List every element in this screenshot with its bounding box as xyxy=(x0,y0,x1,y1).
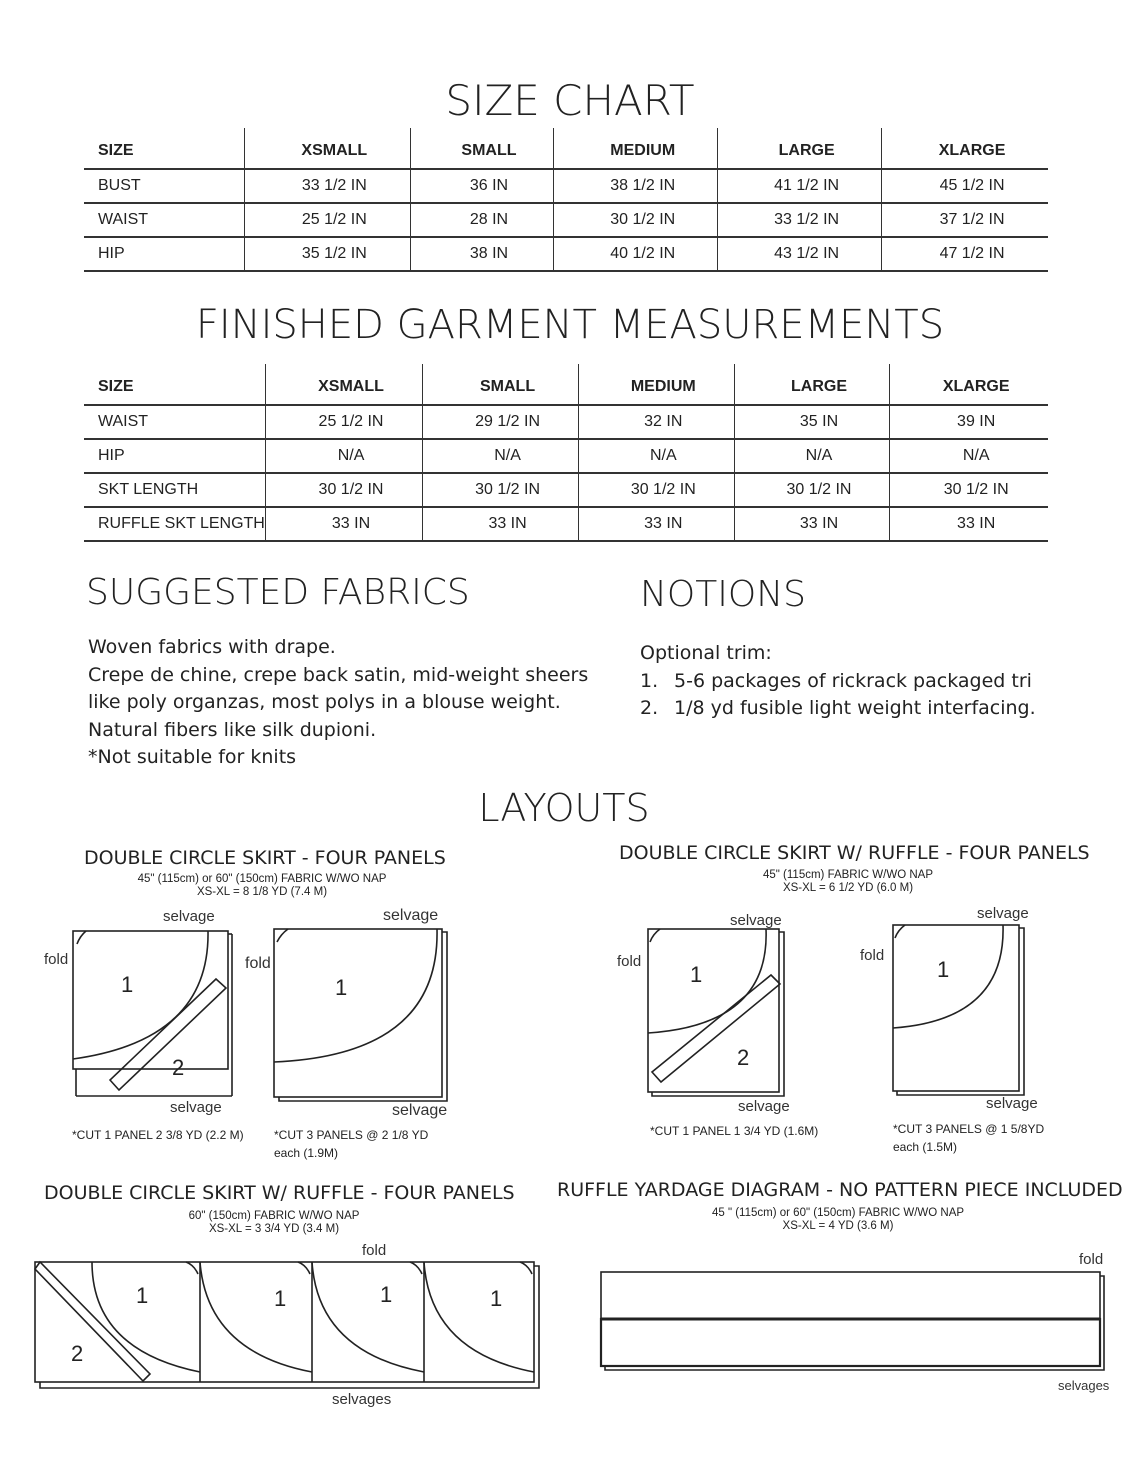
table-cell: SKT LENGTH xyxy=(84,473,265,507)
table-cell: HIP xyxy=(84,237,245,271)
layout-b-selvage-label: selvage xyxy=(730,912,782,929)
layout-a-piece-number: 1 xyxy=(121,972,134,997)
table-cell: 33 IN xyxy=(265,507,422,541)
layout-b-title: DOUBLE CIRCLE SKIRT W/ RUFFLE - FOUR PANELS xyxy=(619,842,1090,864)
table-cell: 35 1/2 IN xyxy=(245,237,411,271)
layout-a-cut-note xyxy=(274,1126,428,1162)
layout-a-fold-label: fold xyxy=(44,951,69,968)
layout-b-panel-1 xyxy=(648,929,784,1096)
layout-b-cut-note-line: each (1.5M) xyxy=(893,1140,958,1154)
header-cell: MEDIUM xyxy=(554,128,718,169)
layout-b-piece-number: 2 xyxy=(737,1045,750,1070)
layout-a-cut-note-line: *CUT 3 PANELS @ 2 1/8 YD xyxy=(274,1128,429,1142)
table-cell: N/A xyxy=(578,439,734,473)
table-cell: 33 IN xyxy=(734,507,890,541)
layout-a-cut-note-line: each (1.9M) xyxy=(274,1146,339,1160)
fabrics-line: like poly organzas, most polys in a blouse weight. xyxy=(88,691,561,713)
table-cell: 45 1/2 IN xyxy=(882,169,1048,203)
layout-b-piece-number: 1 xyxy=(690,962,703,987)
table-cell: N/A xyxy=(265,439,422,473)
table-cell: 30 1/2 IN xyxy=(554,203,718,237)
table-cell: 28 IN xyxy=(410,203,554,237)
table-cell: 25 1/2 IN xyxy=(265,405,422,439)
table-cell: 36 IN xyxy=(410,169,554,203)
layout-d-title: RUFFLE YARDAGE DIAGRAM - NO PATTERN PIECE INCLUDED xyxy=(557,1179,1123,1201)
header-cell: XLARGE xyxy=(882,128,1048,169)
layout-a-selvage-label: selvage xyxy=(163,908,215,925)
table-cell: N/A xyxy=(890,439,1048,473)
header-cell: XLARGE xyxy=(890,364,1048,405)
layout-d-selvages-label: selvages xyxy=(1058,1378,1110,1393)
layout-c-piece-number: 1 xyxy=(380,1282,393,1307)
table-cell: RUFFLE SKT LENGTH xyxy=(84,507,265,541)
table-cell: N/A xyxy=(734,439,890,473)
table-cell: WAIST xyxy=(84,203,245,237)
layout-a-piece-number: 2 xyxy=(172,1055,185,1080)
header-cell: LARGE xyxy=(734,364,890,405)
layout-c-title: DOUBLE CIRCLE SKIRT W/ RUFFLE - FOUR PANELS xyxy=(44,1182,515,1204)
table-cell: 30 1/2 IN xyxy=(423,473,579,507)
layout-b-fold-label: fold xyxy=(617,953,642,970)
table-cell: HIP xyxy=(84,439,265,473)
table-cell: 30 1/2 IN xyxy=(734,473,890,507)
fabrics-title: SUGGESTED FABRICS xyxy=(86,572,470,613)
table-cell: 29 1/2 IN xyxy=(423,405,579,439)
header-cell: XSMALL xyxy=(265,364,422,405)
layout-d-ruffle-strips xyxy=(601,1272,1104,1370)
layout-b-selvage-label: selvage xyxy=(977,905,1029,922)
layout-a-fold-label: fold xyxy=(245,955,271,972)
layout-d-fold-label: fold xyxy=(1079,1251,1104,1268)
fabrics-line: *Not suitable for knits xyxy=(88,746,297,768)
header-cell: SIZE xyxy=(84,364,265,405)
layout-b-panel-2 xyxy=(893,925,1024,1095)
table-cell: 43 1/2 IN xyxy=(718,237,882,271)
notions-title: NOTIONS xyxy=(640,574,806,615)
table-cell: 30 1/2 IN xyxy=(890,473,1048,507)
table-cell: 35 IN xyxy=(734,405,890,439)
header-cell: SMALL xyxy=(423,364,579,405)
table-cell: 40 1/2 IN xyxy=(554,237,718,271)
layouts-title: LAYOUTS xyxy=(478,786,650,830)
layout-c-piece-number: 2 xyxy=(71,1341,84,1366)
layout-c-fabric: 60" (150cm) FABRIC W/WO NAP xyxy=(188,1210,360,1222)
layout-a-selvage-label: selvage xyxy=(170,1099,222,1116)
notions-intro: Optional trim: xyxy=(640,642,772,664)
header-cell: SMALL xyxy=(410,128,554,169)
table-cell: BUST xyxy=(84,169,245,203)
layout-b-piece-number: 1 xyxy=(937,957,950,982)
header-cell: LARGE xyxy=(718,128,882,169)
table-cell: 47 1/2 IN xyxy=(882,237,1048,271)
header-cell: SIZE xyxy=(84,128,245,169)
table-cell: 37 1/2 IN xyxy=(882,203,1048,237)
layout-b-cut-note xyxy=(893,1120,1044,1156)
table-cell: 33 1/2 IN xyxy=(718,203,882,237)
table-cell: 33 1/2 IN xyxy=(245,169,411,203)
table-cell: WAIST xyxy=(84,405,265,439)
fabrics-line: Natural fibers like silk dupioni. xyxy=(88,718,377,741)
table-cell: 39 IN xyxy=(890,405,1048,439)
layout-b-selvage-label: selvage xyxy=(738,1098,790,1115)
layout-c-fold-label: fold xyxy=(362,1242,387,1259)
table-cell: 32 IN xyxy=(578,405,734,439)
table-cell: 33 IN xyxy=(890,507,1048,541)
layout-d-fabric: 45 " (115cm) or 60" (150cm) FABRIC W/WO NAP xyxy=(711,1207,965,1219)
table-cell: 33 IN xyxy=(578,507,734,541)
table-cell: 38 IN xyxy=(410,237,554,271)
fabrics-line: Crepe de chine, crepe back satin, mid-weight sheers xyxy=(88,663,589,686)
table-cell: 33 IN xyxy=(423,507,579,541)
layout-a-selvage-label: selvage xyxy=(392,1102,448,1119)
fabrics-line: Woven fabrics with drape. xyxy=(88,636,336,658)
layout-c-piece-number: 1 xyxy=(136,1283,149,1308)
notions-item-text: 1/8 yd fusible light weight interfacing. xyxy=(674,697,1036,719)
layout-a-piece-number: 1 xyxy=(335,975,348,1000)
table-cell: 25 1/2 IN xyxy=(245,203,411,237)
layout-b-yardage: XS-XL = 6 1/2 YD (6.0 M) xyxy=(782,882,914,894)
layout-b-fabric: 45" (115cm) FABRIC W/WO NAP xyxy=(762,869,933,881)
table-cell: 41 1/2 IN xyxy=(718,169,882,203)
layout-a-panel-2 xyxy=(274,929,447,1101)
layout-b-selvage-label: selvage xyxy=(986,1095,1038,1112)
header-cell: XSMALL xyxy=(245,128,411,169)
table-cell: 30 1/2 IN xyxy=(578,473,734,507)
finished-measurements-title: FINISHED GARMENT MEASUREMENTS xyxy=(195,302,945,348)
layout-a-fabric: 45" (115cm) or 60" (150cm) FABRIC W/WO NAP xyxy=(137,873,387,885)
notions-item-number: 2. xyxy=(640,697,659,719)
layout-b-fold-label: fold xyxy=(860,947,885,964)
layout-a-yardage: XS-XL = 8 1/8 YD (7.4 M) xyxy=(196,886,328,898)
notions-item-number: 1. xyxy=(640,669,659,692)
layout-a-title: DOUBLE CIRCLE SKIRT - FOUR PANELS xyxy=(84,847,446,869)
table-cell: 30 1/2 IN xyxy=(265,473,422,507)
layout-c-piece-number: 1 xyxy=(274,1286,287,1311)
layout-c-piece-number: 1 xyxy=(490,1286,503,1311)
layout-c-yardage: XS-XL = 3 3/4 YD (3.4 M) xyxy=(208,1223,340,1235)
layout-a-selvage-label: selvage xyxy=(383,907,439,924)
layout-c-selvages-label: selvages xyxy=(332,1391,392,1408)
layout-c-panels xyxy=(35,1262,539,1388)
layout-a-panel-1 xyxy=(73,931,232,1096)
notions-item-text: 5-6 packages of rickrack packaged tri xyxy=(674,669,1032,692)
layout-b-cut-note: *CUT 1 PANEL 1 3/4 YD (1.6M) xyxy=(650,1124,819,1138)
table-cell: 38 1/2 IN xyxy=(554,169,718,203)
table-cell: N/A xyxy=(423,439,579,473)
size-chart-title: SIZE CHART xyxy=(445,76,695,125)
layout-b-cut-note-line: *CUT 3 PANELS @ 1 5/8YD xyxy=(893,1122,1045,1136)
header-cell: MEDIUM xyxy=(578,364,734,405)
layout-a-cut-note: *CUT 1 PANEL 2 3/8 YD (2.2 M) xyxy=(72,1128,244,1142)
layout-d-yardage: XS-XL = 4 YD (3.6 M) xyxy=(782,1220,894,1232)
